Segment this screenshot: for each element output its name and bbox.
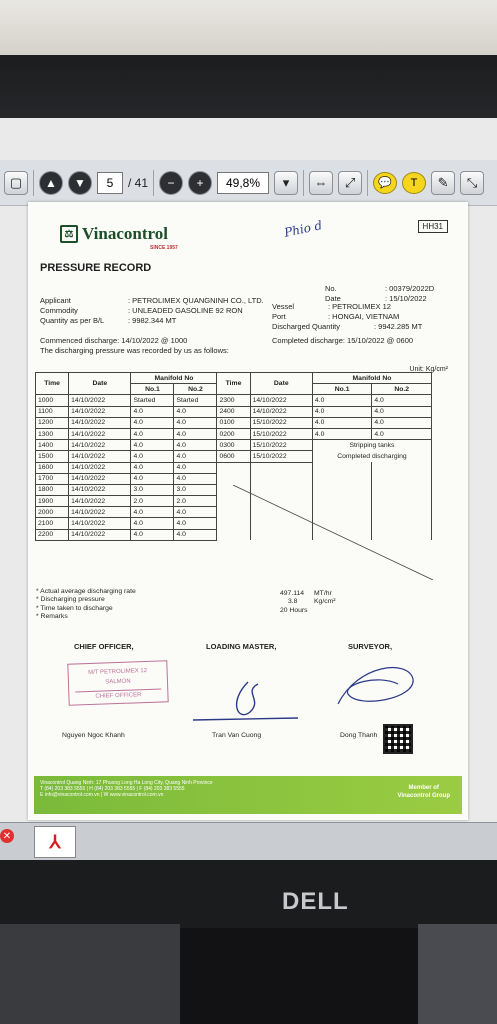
meta-labels: Applicant Commodity Quantity as per B/L [40, 296, 105, 325]
table-cell: 14/10/2022 [69, 496, 131, 507]
page-number-input[interactable]: 5 [97, 172, 123, 194]
pressure-table [35, 372, 432, 541]
logo-since: SINCE 1957 [150, 245, 178, 251]
table-row [36, 507, 432, 518]
table-cell-empty [372, 484, 432, 495]
table-cell: 15/10/2022 [250, 440, 312, 451]
table-row [36, 406, 432, 417]
table-cell: 0600 [217, 451, 250, 462]
table-cell: 4.0 [372, 428, 432, 439]
table-cell: 2.0 [174, 496, 217, 507]
table-cell: 14/10/2022 [69, 462, 131, 473]
table-cell: Stripping tanks [312, 440, 431, 451]
table-cell-empty [217, 462, 250, 473]
table-cell: 4.0 [174, 473, 217, 484]
table-cell-empty [372, 507, 432, 518]
handwritten-note: Phio d [282, 218, 324, 240]
table-cell: 4.0 [131, 451, 174, 462]
fit-width-icon[interactable]: ⇔ [309, 171, 333, 195]
logo-emblem-icon: ⚖ [60, 225, 78, 243]
table-cell: 4.0 [312, 428, 371, 439]
table-cell: 4.0 [131, 417, 174, 428]
pdf-toolbar [0, 160, 497, 206]
table-cell: 4.0 [174, 518, 217, 529]
signer-name-3: Dong Thanh [340, 732, 378, 739]
comment-icon[interactable]: 💬 [373, 172, 397, 194]
table-cell-empty [217, 496, 250, 507]
table-cell: 4.0 [174, 406, 217, 417]
table-cell-empty [250, 496, 312, 507]
table-cell: 4.0 [131, 518, 174, 529]
page-title: PRESSURE RECORD [40, 262, 152, 274]
table-cell: 0100 [217, 417, 250, 428]
monitor-brand-logo: DELL [282, 888, 349, 915]
col-time: Time [36, 373, 69, 395]
toolbar-divider [153, 170, 154, 196]
sidebar-toggle-icon[interactable]: ▢ [4, 171, 28, 195]
table-cell: 4.0 [174, 428, 217, 439]
meta-values: : PETROLIMEX QUANGNINH CO., LTD. : UNLEADED GASOLINE 92 RON : 9982.344 MT [128, 296, 264, 325]
table-cell-empty [217, 529, 250, 540]
table-cell: 15/10/2022 [250, 417, 312, 428]
table-cell: 4.0 [131, 462, 174, 473]
table-cell-empty [217, 507, 250, 518]
desk-left [0, 924, 180, 1024]
vinacontrol-logo [60, 224, 168, 244]
col-no1: No.1 [131, 384, 174, 395]
table-cell: 14/10/2022 [250, 406, 312, 417]
table-cell: 4.0 [372, 395, 432, 406]
table-cell: 4.0 [372, 406, 432, 417]
table-cell-empty [250, 462, 312, 473]
qr-code-icon [383, 724, 413, 754]
meta-right-labels: Vessel Port Discharged Quantity [272, 302, 340, 331]
table-cell: 14/10/2022 [69, 395, 131, 406]
viewer-bottom-bar [0, 822, 497, 862]
table-cell: Started [131, 395, 174, 406]
previous-page-button[interactable]: ▲ [39, 171, 63, 195]
table-cell: 4.0 [131, 507, 174, 518]
commenced-discharge: Commenced discharge: 14/10/2022 @ 1000 [40, 336, 188, 345]
signer-name-2: Tran Van Cuong [212, 732, 262, 739]
table-cell-empty [217, 484, 250, 495]
toolbar-divider [303, 170, 304, 196]
table-row [36, 451, 432, 462]
col-manifold: Manifold No [131, 373, 217, 384]
table-cell: 2300 [217, 395, 250, 406]
footnote-labels: * Actual average discharging rate * Discharging pressure * Time taken to discharge * Remarks [36, 588, 136, 621]
table-cell: 14/10/2022 [69, 451, 131, 462]
table-cell: 4.0 [174, 440, 217, 451]
table-cell-empty [312, 496, 371, 507]
zoom-dropdown-icon[interactable]: ▾ [274, 171, 298, 195]
recorded-note: The discharging pressure was recorded by us as follows: [40, 346, 229, 355]
table-cell: 0300 [217, 440, 250, 451]
table-cell: 3.0 [131, 484, 174, 495]
table-cell: 14/10/2022 [250, 395, 312, 406]
fullscreen-icon[interactable]: ⤡ [460, 171, 484, 195]
pen-icon[interactable]: ✎ [431, 171, 455, 195]
signer-name-1: Nguyen Ngoc Khanh [62, 732, 125, 739]
table-cell: 4.0 [174, 451, 217, 462]
table-cell-empty [312, 462, 371, 473]
desk-right [418, 924, 497, 1024]
col-no2: No.2 [174, 384, 217, 395]
table-cell: 4.0 [131, 440, 174, 451]
table-cell: 4.0 [131, 406, 174, 417]
table-cell-empty [250, 484, 312, 495]
table-cell: 4.0 [174, 417, 217, 428]
monitor-stand [180, 928, 418, 1024]
table-cell-empty [372, 518, 432, 529]
member-of-group: Member of Vinacontrol Group [397, 785, 450, 799]
table-cell-empty [312, 507, 371, 518]
table-cell: 1400 [36, 440, 69, 451]
table-cell: 14/10/2022 [69, 406, 131, 417]
table-cell-empty [250, 473, 312, 484]
zoom-out-button[interactable]: − [159, 171, 183, 195]
pdf-app-icon[interactable]: ⅄ [34, 826, 76, 858]
table-row [36, 473, 432, 484]
table-cell-empty [250, 518, 312, 529]
table-cell: 1700 [36, 473, 69, 484]
table-row [36, 518, 432, 529]
logo-text: Vinacontrol [82, 224, 168, 243]
zoom-level-input[interactable]: 49,8% [217, 172, 269, 194]
table-cell: 2100 [36, 518, 69, 529]
table-cell: 1900 [36, 496, 69, 507]
table-cell: Started [174, 395, 217, 406]
monitor-bezel-bottom [0, 860, 497, 930]
surveyor-heading: SURVEYOR, [348, 642, 393, 651]
table-cell-empty [372, 462, 432, 473]
pdf-page [28, 202, 468, 820]
table-cell: 0200 [217, 428, 250, 439]
loading-master-signature [188, 672, 308, 732]
table-cell: 2000 [36, 507, 69, 518]
meta-right-values-top: : 00379/2022D : 15/10/2022 [385, 284, 435, 303]
table-cell: 1100 [36, 406, 69, 417]
table-cell: 15/10/2022 [250, 428, 312, 439]
table-row [36, 496, 432, 507]
table-cell: 14/10/2022 [69, 507, 131, 518]
page-total: / 41 [128, 175, 149, 190]
ship-stamp: M/T PETROLIMEX 12 SALMON CHIEF OFFICER [67, 660, 168, 705]
table-cell: 4.0 [312, 395, 371, 406]
table-cell-empty [312, 484, 371, 495]
table-cell: Completed discharging [312, 451, 431, 462]
table-cell: 1300 [36, 428, 69, 439]
table-cell: 4.0 [174, 462, 217, 473]
table-cell-empty [312, 529, 371, 540]
table-cell: 4.0 [372, 417, 432, 428]
table-cell: 15/10/2022 [250, 451, 312, 462]
table-row [36, 484, 432, 495]
completed-discharge: Completed discharge: 15/10/2022 @ 0600 [272, 336, 414, 345]
table-cell: 4.0 [174, 529, 217, 540]
table-cell: 1500 [36, 451, 69, 462]
table-cell-empty [372, 473, 432, 484]
table-cell-empty [372, 496, 432, 507]
table-row [36, 395, 432, 406]
table-cell: 3.0 [174, 484, 217, 495]
table-cell-empty [312, 473, 371, 484]
table-cell: 1800 [36, 484, 69, 495]
table-cell: 4.0 [131, 428, 174, 439]
table-cell-empty [250, 529, 312, 540]
footnote-values: 497.114 3.8 20 Hours [280, 590, 308, 614]
table-cell: 2200 [36, 529, 69, 540]
meta-right-labels-top: No. Date [325, 284, 341, 303]
chief-officer-heading: CHIEF OFFICER, [74, 642, 134, 651]
table-cell: 4.0 [312, 406, 371, 417]
table-cell: 1200 [36, 417, 69, 428]
table-cell: 2.0 [131, 496, 174, 507]
table-cell-empty [217, 473, 250, 484]
table-cell: 1000 [36, 395, 69, 406]
table-cell-empty [372, 529, 432, 540]
table-cell: 4.0 [312, 417, 371, 428]
form-code: HH31 [418, 220, 448, 233]
col-date: Date [69, 373, 131, 395]
table-cell: 4.0 [131, 473, 174, 484]
table-cell: 1600 [36, 462, 69, 473]
table-cell-empty [250, 507, 312, 518]
fit-page-icon[interactable]: ⤢ [338, 171, 362, 195]
toolbar-divider [33, 170, 34, 196]
table-cell: 2400 [217, 406, 250, 417]
table-cell-empty [217, 518, 250, 529]
table-cell: 14/10/2022 [69, 440, 131, 451]
table-row [36, 440, 432, 451]
table-cell: 14/10/2022 [69, 428, 131, 439]
surveyor-signature [318, 654, 428, 724]
col-no2-right: No.2 [372, 384, 432, 395]
document-footer: Vinacontrol Quang Ninh: 17 Phuong Long Ha Long City, Quang Ninh Province T (84) 203 383 5555 | H (84) 203 383 5555 | F (84) 203 383 5555 E info@vinacontrol.com.vn | W www.vinacontrol.com.vn Member of Vinacontrol Group [34, 776, 462, 814]
table-row [36, 428, 432, 439]
meta-right-values: : PETROLIMEX 12 : HONGAI, VIETNAM : 9942.285 MT [328, 302, 423, 331]
zoom-in-button[interactable]: + [188, 171, 212, 195]
table-cell: 4.0 [131, 529, 174, 540]
next-page-button[interactable]: ▼ [68, 171, 92, 195]
col-no1-right: No.1 [312, 384, 371, 395]
highlight-icon[interactable]: T [402, 172, 426, 194]
table-cell: 14/10/2022 [69, 417, 131, 428]
table-cell: 4.0 [174, 507, 217, 518]
table-cell: 14/10/2022 [69, 484, 131, 495]
unit-label: Unit: Kg/cm² [409, 366, 448, 373]
close-icon[interactable]: ✕ [0, 829, 14, 843]
table-cell-empty [312, 518, 371, 529]
loading-master-heading: LOADING MASTER, [206, 642, 277, 651]
col-date-right: Date [250, 373, 312, 395]
table-row [36, 417, 432, 428]
table-row [36, 462, 432, 473]
col-time-right: Time [217, 373, 250, 395]
footnote-units: MT/hr Kg/cm² [314, 590, 336, 606]
col-manifold-right: Manifold No [312, 373, 431, 384]
table-cell: 14/10/2022 [69, 518, 131, 529]
table-cell: 14/10/2022 [69, 529, 131, 540]
table-row [36, 529, 432, 540]
toolbar-divider [367, 170, 368, 196]
table-cell: 14/10/2022 [69, 473, 131, 484]
